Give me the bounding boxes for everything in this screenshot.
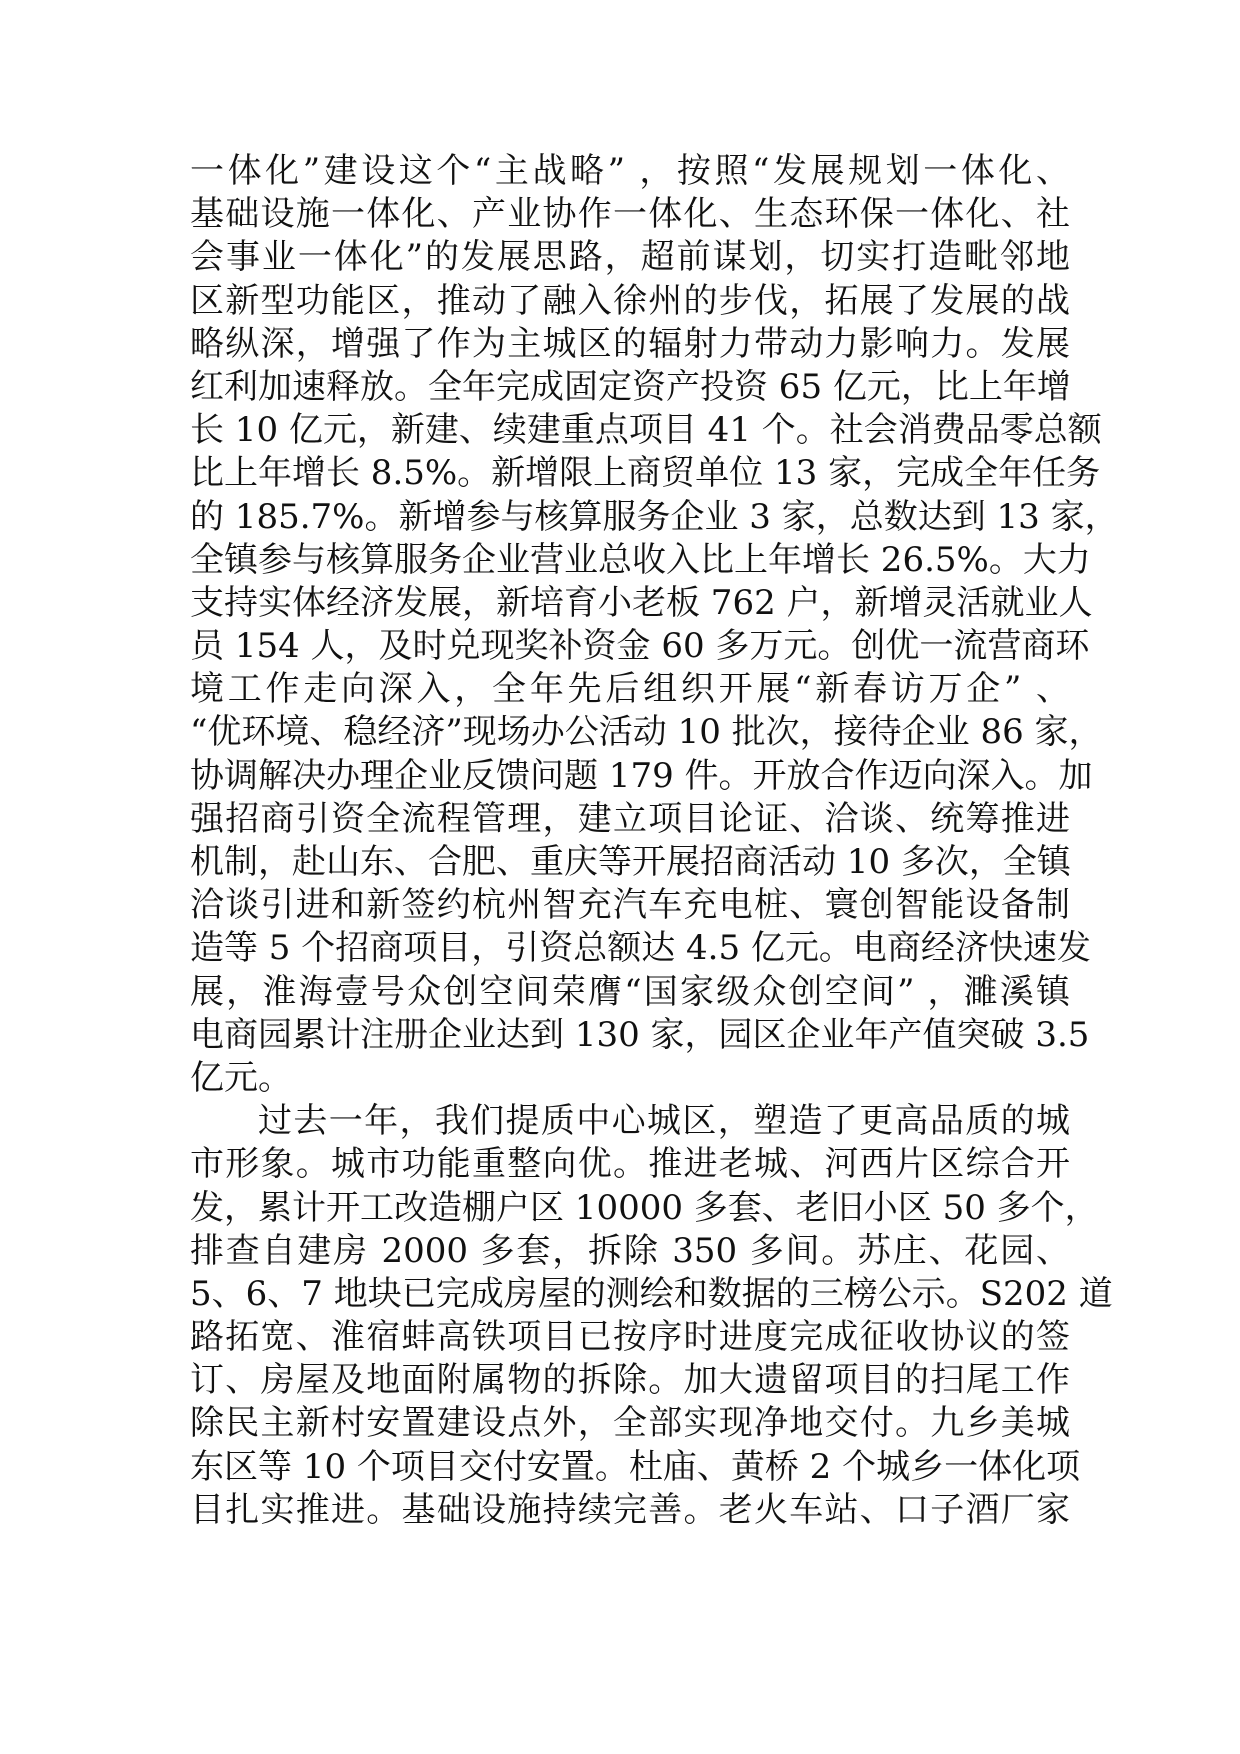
text-line: 发，累计开工改造棚户区 10000 多套、老旧小区 50 多个， [190, 1187, 1099, 1228]
text-line: 亿元。 [190, 1057, 292, 1098]
text-line: 会事业一体化”的发展思路，超前谋划，切实打造毗邻地 [190, 237, 1070, 278]
text-line: 路拓宽、淮宿蚌高铁项目已按序时进度完成征收协议的签 [190, 1317, 1070, 1358]
text-line: 协调解决办理企业反馈问题 179 件。开放合作迈向深入。加 [190, 755, 1093, 796]
text-line: 长 10 亿元，新建、续建重点项目 41 个。社会消费品零总额 [190, 410, 1102, 451]
text-line: 除民主新村安置建设点外，全部实现净地交付。九乡美城 [190, 1403, 1070, 1444]
text-line: 展，淮海壹号众创空间荣膺“国家级众创空间” ，濉溪镇 [190, 971, 1070, 1012]
text-line: 市形象。城市功能重整向优。推进老城、河西片区综合开 [190, 1144, 1070, 1185]
text-line: 造等 5 个招商项目，引资总额达 4.5 亿元。电商经济快速发 [190, 928, 1091, 969]
text-line: 排查自建房 2000 多套，拆除 350 多间。苏庄、花园、 [190, 1230, 1070, 1271]
text-line: 东区等 10 个项目交付安置。杜庙、黄桥 2 个城乡一体化项 [190, 1446, 1081, 1487]
text-line: 全镇参与核算服务企业营业总收入比上年增长 26.5%。大力 [190, 539, 1091, 580]
text-line: 红利加速释放。全年完成固定资产投资 65 亿元，比上年增 [190, 366, 1071, 407]
text-line: “优环境、稳经济”现场办公活动 10 批次，接待企业 86 家， [190, 712, 1103, 753]
text-line: 比上年增长 8.5%。新增限上商贸单位 13 家，完成全年任务 [190, 453, 1101, 494]
text-line: 支持实体经济发展，新培育小老板 762 户，新增灵活就业人 [190, 582, 1093, 623]
text-line: 过去一年，我们提质中心城区，塑造了更高品质的城 [258, 1101, 1070, 1142]
text-line: 电商园累计注册企业达到 130 家，园区企业年产值突破 3.5 [190, 1014, 1090, 1055]
text-line: 5、6、7 地块已完成房屋的测绘和数据的三榜公示。S202 道 [190, 1273, 1113, 1314]
paragraph-urban [190, 1100, 1113, 1532]
text-line: 目扎实推进。基础设施持续完善。老火车站、口子酒厂家 [190, 1489, 1070, 1530]
text-line: 洽谈引进和新签约杭州智充汽车充电桩、寰创智能设备制 [190, 885, 1070, 926]
body-text [190, 150, 1119, 1532]
text-line: 强招商引资全流程管理，建立项目论证、洽谈、统筹推进 [190, 798, 1070, 839]
text-line: 略纵深，增强了作为主城区的辐射力带动力影响力。发展 [190, 323, 1070, 364]
text-line: 区新型功能区，推动了融入徐州的步伐，拓展了发展的战 [190, 280, 1070, 321]
text-line: 订、房屋及地面附属物的拆除。加大遗留项目的扫尾工作 [190, 1360, 1070, 1401]
text-line: 基础设施一体化、产业协作一体化、生态环保一体化、社 [190, 194, 1070, 235]
text-line: 境工作走向深入，全年先后组织开展“新春访万企” 、 [190, 669, 1070, 710]
text-line: 员 154 人，及时兑现奖补资金 60 多万元。创优一流营商环 [190, 626, 1090, 667]
text-line: 的 185.7%。新增参与核算服务企业 3 家，总数达到 13 家， [190, 496, 1119, 537]
paragraph-economy [190, 150, 1119, 1100]
text-line: 机制，赴山东、合肥、重庆等开展招商活动 10 多次，全镇 [190, 842, 1071, 882]
text-line: 一体化”建设这个“主战略” ，按照“发展规划一体化、 [190, 151, 1070, 191]
